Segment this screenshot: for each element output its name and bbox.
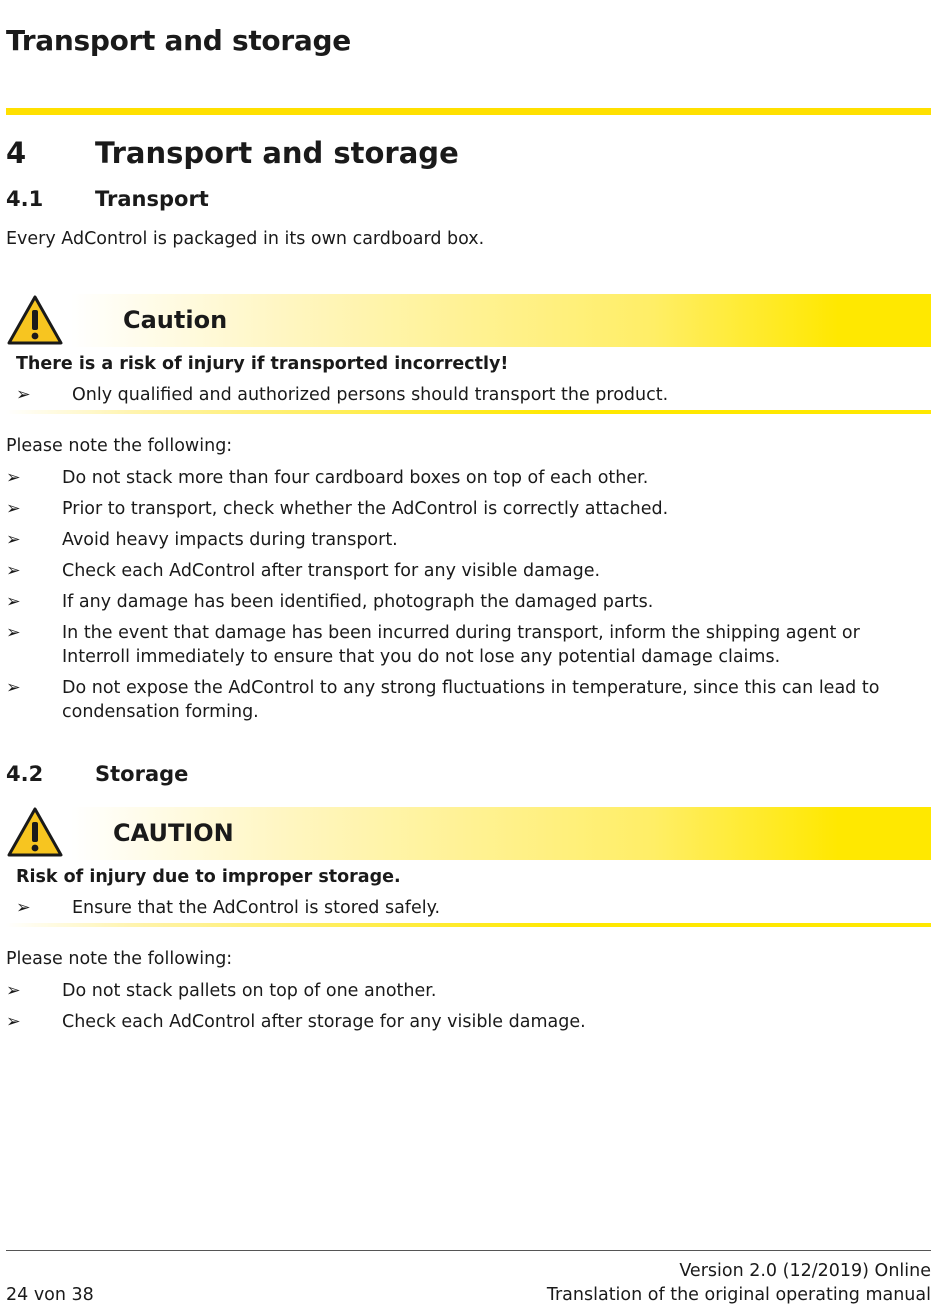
caution-bullet-text: Only qualified and authorized persons should transport the product. xyxy=(72,385,669,405)
bullet-arrow-icon: ➢ xyxy=(6,499,21,519)
warning-triangle-icon xyxy=(6,806,64,858)
bullet-arrow-icon: ➢ xyxy=(6,1012,21,1032)
transport-list xyxy=(6,466,931,731)
caution-label-transport: Caution xyxy=(123,306,228,334)
header-divider xyxy=(6,108,931,115)
bullet-arrow-icon: ➢ xyxy=(16,898,31,918)
footer-translation-note: Translation of the original operating manual xyxy=(546,1285,931,1305)
list-item: ➢ In the event that damage has been incurred during transport, inform the shipping agent or Interroll immediately to ensure that you do not lose any potential damage claims. xyxy=(6,623,860,667)
subsection-number-storage: 4.2 xyxy=(6,762,44,786)
caution-bullet-text: Ensure that the AdControl is stored safely. xyxy=(72,898,441,918)
storage-list xyxy=(6,979,931,1041)
list-item: ➢ Do not stack pallets on top of one another. xyxy=(6,981,437,1001)
caution-bottom-line-storage xyxy=(6,923,931,927)
caution-bullet-transport xyxy=(16,385,916,405)
caution-subtitle-storage: Risk of injury due to improper storage. xyxy=(16,867,401,887)
bullet-arrow-icon: ➢ xyxy=(6,530,21,550)
list-item: ➢ If any damage has been identified, photograph the damaged parts. xyxy=(6,592,654,612)
list-item: ➢ Avoid heavy impacts during transport. xyxy=(6,530,398,550)
caution-bottom-line-transport xyxy=(6,410,931,414)
list-item: ➢ Do not stack more than four cardboard boxes on top of each other. xyxy=(6,468,649,488)
caution-subtitle-transport: There is a risk of injury if transported incorrectly! xyxy=(16,354,509,374)
section-title: Transport and storage xyxy=(95,136,459,170)
footer-version: Version 2.0 (12/2019) Online xyxy=(679,1261,931,1281)
page-number: 24 von 38 xyxy=(6,1285,94,1305)
footer-divider xyxy=(6,1250,931,1251)
subsection-title-storage: Storage xyxy=(95,762,189,786)
bullet-arrow-icon: ➢ xyxy=(16,385,31,405)
list-item: ➢ Do not expose the AdControl to any strong fluctuations in temperature, since this can lead to condensation forming. xyxy=(6,678,880,722)
bullet-arrow-icon: ➢ xyxy=(6,678,21,698)
transport-intro: Every AdControl is packaged in its own cardboard box. xyxy=(6,229,485,249)
bullet-arrow-icon: ➢ xyxy=(6,592,21,612)
subsection-number-transport: 4.1 xyxy=(6,187,44,211)
subsection-title-transport: Transport xyxy=(95,187,209,211)
bullet-arrow-icon: ➢ xyxy=(6,623,21,643)
caution-bullet-storage xyxy=(16,898,916,918)
running-header-title: Transport and storage xyxy=(6,24,351,57)
transport-note: Please note the following: xyxy=(6,436,233,456)
warning-triangle-icon xyxy=(6,294,64,346)
bullet-arrow-icon: ➢ xyxy=(6,468,21,488)
storage-note: Please note the following: xyxy=(6,949,233,969)
list-item: ➢ Check each AdControl after storage for any visible damage. xyxy=(6,1012,586,1032)
section-number: 4 xyxy=(6,136,27,170)
bullet-arrow-icon: ➢ xyxy=(6,981,21,1001)
bullet-arrow-icon: ➢ xyxy=(6,561,21,581)
caution-label-storage: CAUTION xyxy=(113,819,234,847)
list-item: ➢ Check each AdControl after transport for any visible damage. xyxy=(6,561,601,581)
list-item: ➢ Prior to transport, check whether the AdControl is correctly attached. xyxy=(6,499,669,519)
